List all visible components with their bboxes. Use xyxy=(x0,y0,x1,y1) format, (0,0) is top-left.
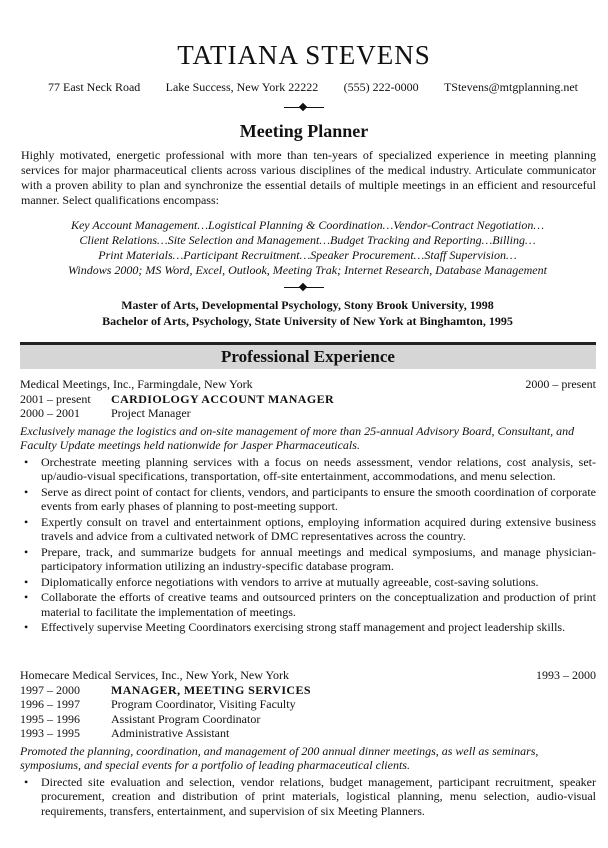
city: Lake Success, New York 22222 xyxy=(165,80,319,94)
contact-line xyxy=(48,80,578,95)
divider-ornament-middle xyxy=(284,283,324,293)
candidate-name: TATIANA STEVENS xyxy=(177,40,431,70)
divider-ornament-top xyxy=(284,103,324,113)
summary-paragraph: Highly motivated, energetic professional with more than ten-years of specialized experience in meeting planning services for major pharmaceutical clients across various disciplines of the medical industry. Articulate communicator with a proven ability to plan and synchronize the essential details of multiple meetings in an efficient and resourceful manner. Select qualifications encompass: xyxy=(21,148,596,207)
job-entry xyxy=(20,668,596,819)
role-dates: 1993 – 1995 xyxy=(20,726,80,740)
skills-line: Key Account Management…Logistical Planning & Coordination…Vendor-Contract Negotiation… xyxy=(70,218,545,232)
list-item: • Serve as direct point of contact for clients, vendors, and participants to ensure the smooth coordination of corporate events from early phases of planning to post-meeting support. xyxy=(24,484,596,513)
job-title-heading: Meeting Planner xyxy=(239,121,369,141)
job-header xyxy=(20,668,596,683)
education-entry: Bachelor of Arts, Psychology, State University of New York at Binghamton, 1995 xyxy=(102,314,513,328)
achievement-list xyxy=(20,455,596,635)
role-dates: 1996 – 1997 xyxy=(20,697,80,711)
role-title: Program Coordinator, Visiting Faculty xyxy=(111,697,296,711)
skills-line: Windows 2000; MS Word, Excel, Outlook, Meeting Trak; Internet Research, Database Management xyxy=(68,263,547,277)
list-item: • Collaborate the efforts of creative teams and outsourced printers on the conceptualization and production of print material to facilitate the implementation of meetings. xyxy=(24,590,596,619)
role-row xyxy=(20,697,596,712)
role-dates: 2000 – 2001 xyxy=(20,406,80,420)
list-item: • Orchestrate meeting planning services with a focus on needs assessment, vendor relations, cost analysis, set-up/audio-visual specifications, transportation, off-site entertainment, accommodations, and menu selection. xyxy=(24,454,596,483)
job-description: Exclusively manage the logistics and on-site management of more than 25-annual Advisory Board, Consultant, and Faculty Update meetings held nationwide for Jasper Pharmaceuticals. xyxy=(20,423,575,452)
job-period: 2000 – present xyxy=(525,377,596,391)
achievement-list xyxy=(20,775,596,819)
email: TStevens@mtgplanning.net xyxy=(443,80,578,94)
job-entry xyxy=(20,377,596,636)
role-row xyxy=(20,392,596,407)
list-item: • Effectively supervise Meeting Coordinators exercising strong staff management and project leadership skills. xyxy=(24,620,566,634)
skills-list xyxy=(20,218,595,278)
education-section xyxy=(20,297,595,329)
role-dates: 1997 – 2000 xyxy=(20,682,80,697)
company-name: Homecare Medical Services, Inc., New York, New York xyxy=(20,668,289,682)
section-heading: Professional Experience xyxy=(20,345,596,369)
job-description: Promoted the planning, coordination, and management of 200 annual dinner meetings, as well as seminars, symposiums, and special events for a portfolio of leading pharmaceutical clients. xyxy=(20,743,539,772)
role-row xyxy=(20,726,596,741)
list-item: • Expertly consult on travel and entertainment options, employing information acquired during extensive business travels and advice from a cultivated network of DMC representatives across the country. xyxy=(24,514,596,543)
role-dates: 1995 – 1996 xyxy=(20,711,80,726)
role-title: Project Manager xyxy=(111,406,191,420)
job-header xyxy=(20,377,596,392)
company-name: Medical Meetings, Inc., Farmingdale, New York xyxy=(20,377,253,391)
list-item: • Directed site evaluation and selection, vendor relations, budget management, participant recruitment, speaker procurement, creation and distribution of print materials, logistical planning, menu selection, audio-visual requirements, transfers, entertainment, and supervision of six Meeting Planners. xyxy=(24,774,596,818)
role-row xyxy=(20,712,596,727)
role-row xyxy=(20,406,596,421)
role-title: Administrative Assistant xyxy=(111,726,230,740)
skills-line: Client Relations…Site Selection and Management…Budget Tracking and Reporting…Billing… xyxy=(79,233,536,247)
list-item: • Diplomatically enforce negotiations with vendors to arrive at mutually agreeable, cost-saving solutions. xyxy=(24,574,539,589)
role-row xyxy=(20,683,596,698)
list-item: • Prepare, track, and summarize budgets for annual meetings and medical symposiums, and manage physician-participatory information utilizing an industry-specific database program. xyxy=(24,544,596,573)
role-title: Assistant Program Coordinator xyxy=(111,711,261,726)
role-title: CARDIOLOGY ACCOUNT MANAGER xyxy=(111,391,335,406)
phone: (555) 222-0000 xyxy=(343,80,419,94)
job-period: 1993 – 2000 xyxy=(536,668,596,682)
role-dates: 2001 – present xyxy=(20,391,91,406)
education-entry: Master of Arts, Developmental Psychology, Stony Brook University, 1998 xyxy=(121,298,494,312)
address: 77 East Neck Road xyxy=(48,80,141,94)
skills-line: Print Materials…Participant Recruitment…Speaker Procurement…Staff Supervision… xyxy=(98,248,517,262)
role-title: MANAGER, MEETING SERVICES xyxy=(111,682,311,697)
